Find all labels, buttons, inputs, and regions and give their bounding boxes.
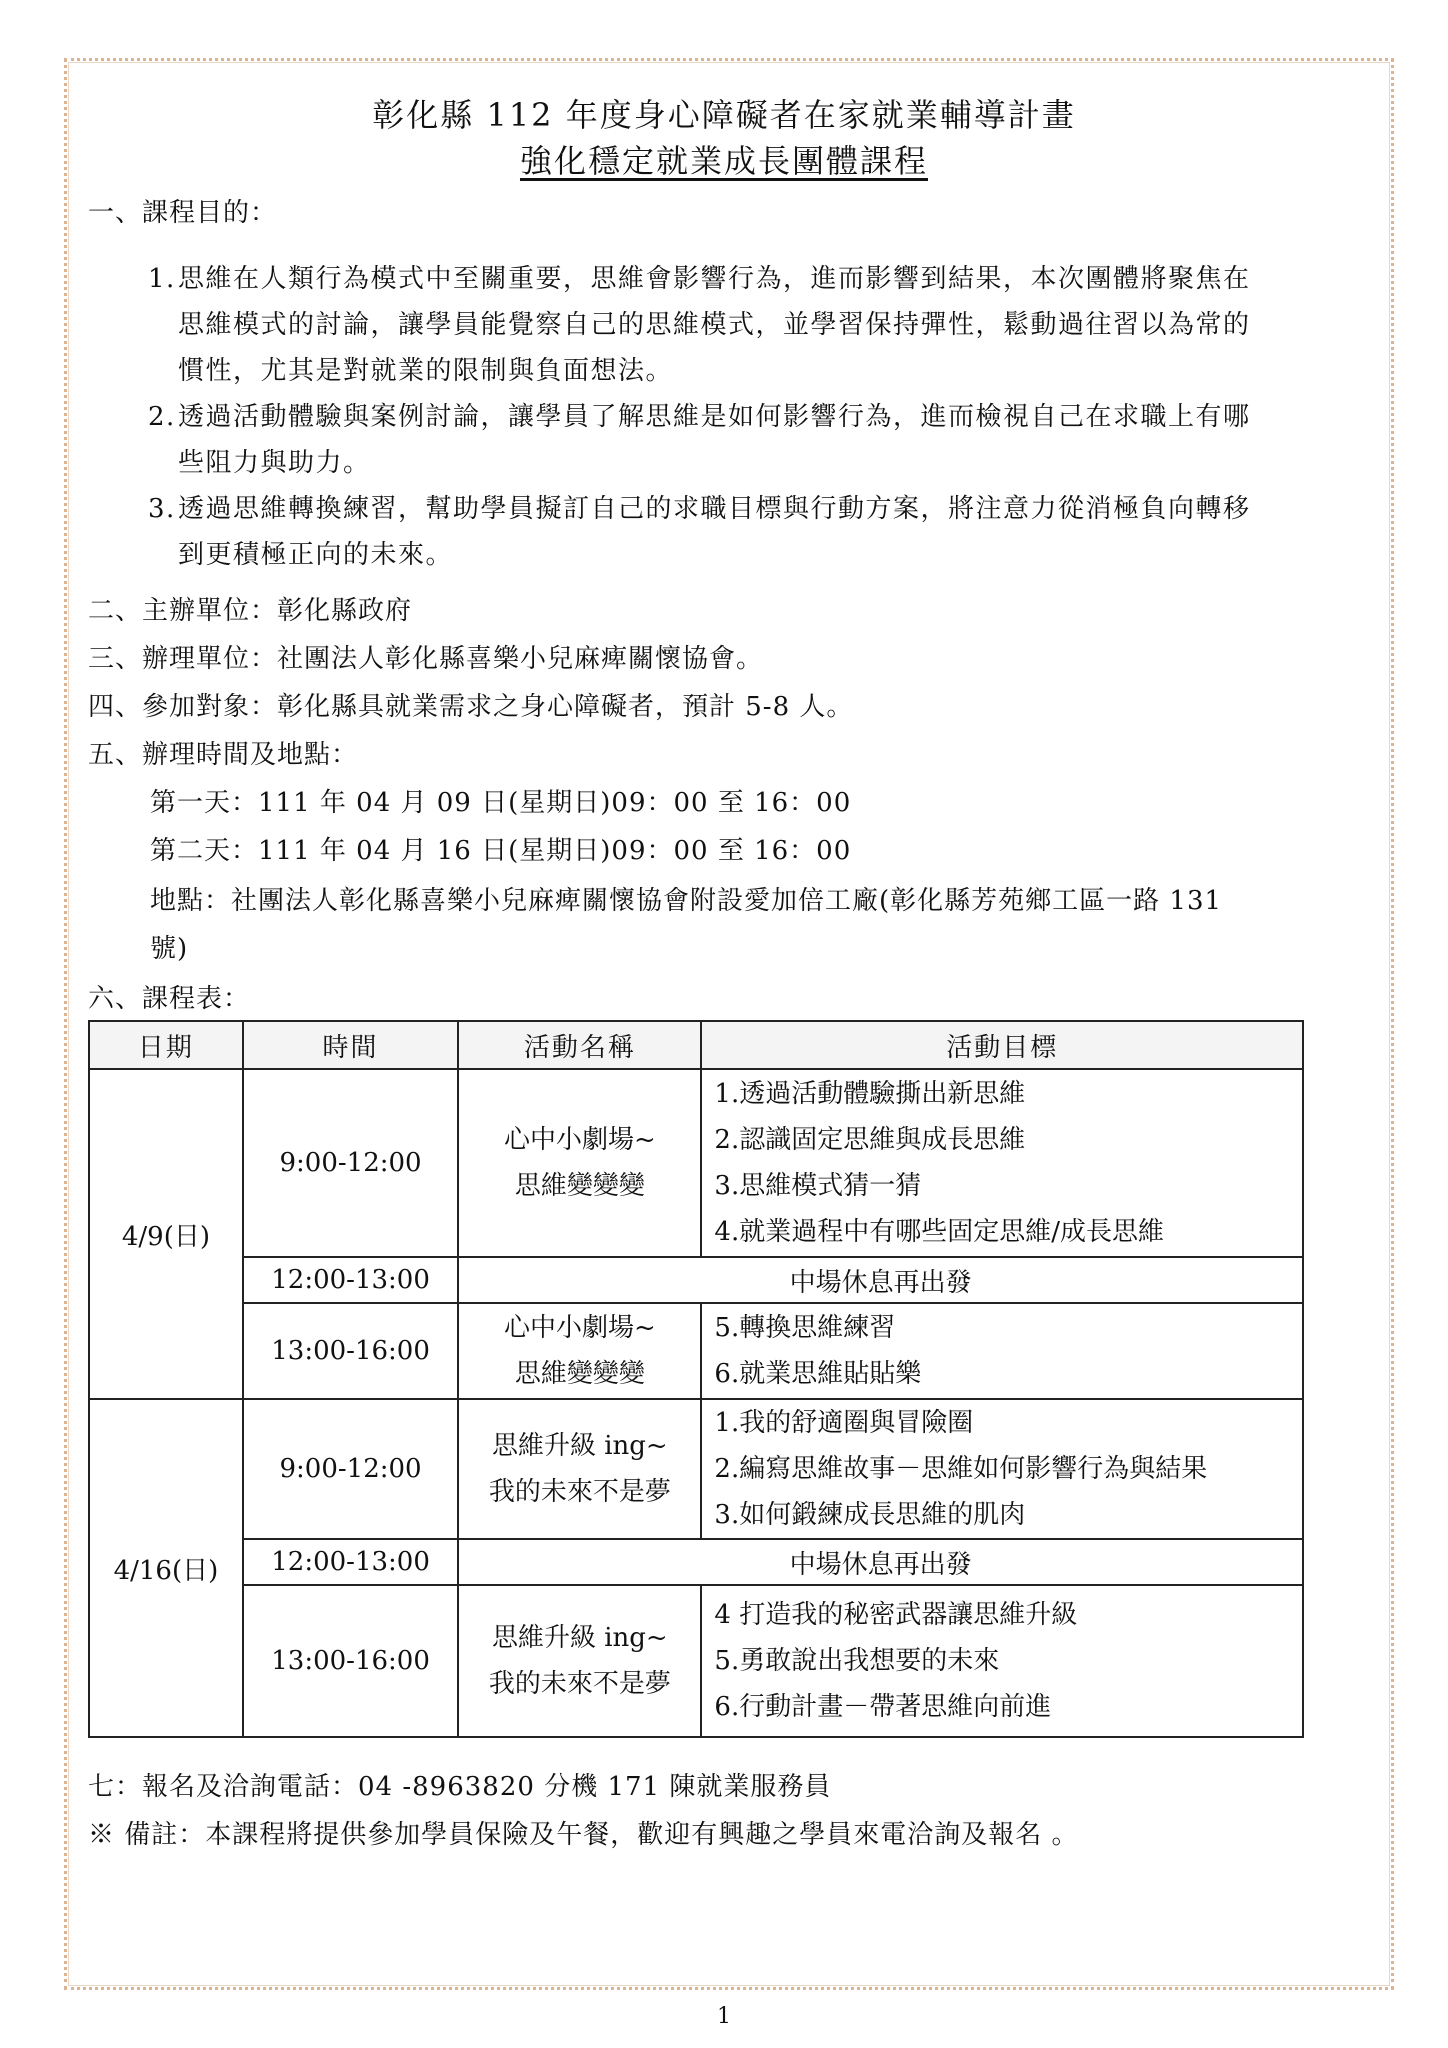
table-row — [89, 1257, 1303, 1303]
section-contact: 七：報名及洽詢電話：04 -8963820 分機 171 陳就業服務員 — [88, 1772, 832, 1802]
activity-name-line: 思維變變變 — [514, 1359, 645, 1389]
time-cell: 12:00-13:00 — [243, 1539, 458, 1585]
header-date: 日期 — [89, 1021, 243, 1069]
purpose-item-3-line: 到更積極正向的未來。 — [178, 540, 454, 570]
goal-cell — [701, 1069, 1303, 1257]
date-cell: 4/16(日) — [89, 1399, 243, 1737]
table-row — [89, 1069, 1303, 1257]
purpose-item-1 — [148, 256, 1358, 394]
table-header-row — [89, 1021, 1303, 1069]
goal-item: 3.思維模式猜一猜 — [714, 1171, 922, 1201]
remark-note: ※ 備註：本課程將提供參加學員保險及午餐，歡迎有興趣之學員來電洽詢及報名 。 — [88, 1820, 1079, 1850]
document-title: 彰化縣 112 年度身心障礙者在家就業輔導計畫 — [372, 96, 1076, 134]
section-executor: 三、辦理單位：社團法人彰化縣喜樂小兒麻痺關懷協會。 — [88, 644, 764, 674]
activity-name-line: 思維升級 ing~ — [491, 1623, 668, 1653]
purpose-item-1-line: 思維在人類行為模式中至關重要，思維會影響行為，進而影響到結果，本次團體將聚焦在 — [178, 264, 1251, 294]
time-cell: 13:00-16:00 — [243, 1585, 458, 1737]
document-subtitle — [0, 136, 1448, 182]
break-cell: 中場休息再出發 — [458, 1257, 1303, 1303]
goal-cell — [701, 1585, 1303, 1737]
time-cell: 9:00-12:00 — [243, 1399, 458, 1539]
section-schedule-heading: 五、辦理時間及地點： — [88, 740, 359, 770]
goal-item: 2.認識固定思維與成長思維 — [714, 1125, 1026, 1155]
schedule-day-2: 第二天：111 年 04 月 16 日(星期日)09：00 至 16：00 — [150, 836, 852, 866]
table-row — [89, 1399, 1303, 1539]
purpose-item-2-line: 些阻力與助力。 — [178, 448, 371, 478]
activity-cell — [458, 1585, 701, 1737]
time-cell: 12:00-13:00 — [243, 1257, 458, 1303]
activity-name-line: 思維升級 ing~ — [491, 1431, 668, 1461]
table-row — [89, 1585, 1303, 1737]
purpose-item-1-number: 1. — [148, 264, 176, 294]
activity-name-line: 心中小劇場~ — [503, 1125, 656, 1155]
table-row — [89, 1539, 1303, 1585]
goal-item: 3.如何鍛練成長思維的肌肉 — [714, 1500, 1026, 1530]
section-purpose-heading: 一、課程目的： — [88, 198, 278, 228]
goal-item: 6.就業思維貼貼樂 — [714, 1359, 922, 1389]
break-cell: 中場休息再出發 — [458, 1539, 1303, 1585]
goal-item: 5.轉換思維練習 — [714, 1313, 896, 1343]
document-subtitle-text: 強化穩定就業成長團體課程 — [519, 142, 928, 180]
purpose-item-1-line: 思維模式的討論，讓學員能覺察自己的思維模式，並學習保持彈性，鬆動過往習以為常的 — [178, 310, 1251, 340]
date-cell: 4/9(日) — [89, 1069, 243, 1399]
activity-cell — [458, 1303, 701, 1399]
schedule-day-1: 第一天：111 年 04 月 09 日(星期日)09：00 至 16：00 — [150, 788, 852, 818]
table-row — [89, 1303, 1303, 1399]
purpose-item-2 — [148, 394, 1358, 486]
purpose-item-2-number: 2. — [148, 402, 176, 432]
activity-name-line: 思維變變變 — [514, 1171, 645, 1201]
goal-item: 4 打造我的秘密武器讓思維升級 — [714, 1600, 1078, 1630]
course-table — [88, 1020, 1304, 1738]
purpose-item-3 — [148, 486, 1358, 578]
purpose-item-3-line: 透過思維轉換練習，幫助學員擬訂自己的求職目標與行動方案，將注意力從消極負向轉移 — [178, 494, 1251, 524]
goal-item: 1.透過活動體驗撕出新思維 — [714, 1079, 1026, 1109]
goal-item: 1.我的舒適圈與冒險圈 — [714, 1408, 974, 1438]
time-cell: 13:00-16:00 — [243, 1303, 458, 1399]
section-participants: 四、參加對象：彰化縣具就業需求之身心障礙者，預計 5-8 人。 — [88, 692, 854, 722]
goal-item: 6.行動計畫－帶著思維向前進 — [714, 1692, 1052, 1722]
goal-item: 4.就業過程中有哪些固定思維/成長思維 — [714, 1217, 1164, 1247]
time-cell: 9:00-12:00 — [243, 1069, 458, 1257]
goal-item: 2.編寫思維故事－思維如何影響行為與結果 — [714, 1454, 1208, 1484]
venue-line-1: 地點：社團法人彰化縣喜樂小兒麻痺關懷協會附設愛加倍工廠(彰化縣芳苑鄉工區一路 131 — [150, 886, 1223, 916]
section-course-table-heading: 六、課程表： — [88, 984, 251, 1014]
goal-cell — [701, 1303, 1303, 1399]
header-goal: 活動目標 — [701, 1021, 1303, 1069]
venue-line-2: 號) — [150, 934, 189, 964]
section-organizer: 二、主辦單位：彰化縣政府 — [88, 596, 413, 626]
purpose-item-3-number: 3. — [148, 494, 176, 524]
page-number: 1 — [717, 2004, 731, 2029]
activity-cell — [458, 1069, 701, 1257]
activity-name-line: 我的未來不是夢 — [488, 1477, 671, 1507]
header-time: 時間 — [243, 1021, 458, 1069]
activity-name-line: 我的未來不是夢 — [488, 1669, 671, 1699]
purpose-item-2-line: 透過活動體驗與案例討論，讓學員了解思維是如何影響行為，進而檢視自己在求職上有哪 — [178, 402, 1251, 432]
goal-cell — [701, 1399, 1303, 1539]
header-activity: 活動名稱 — [458, 1021, 701, 1069]
purpose-item-1-line: 慣性，尤其是對就業的限制與負面想法。 — [178, 356, 674, 386]
activity-cell — [458, 1399, 701, 1539]
goal-item: 5.勇敢說出我想要的未來 — [714, 1646, 1000, 1676]
activity-name-line: 心中小劇場~ — [503, 1313, 656, 1343]
